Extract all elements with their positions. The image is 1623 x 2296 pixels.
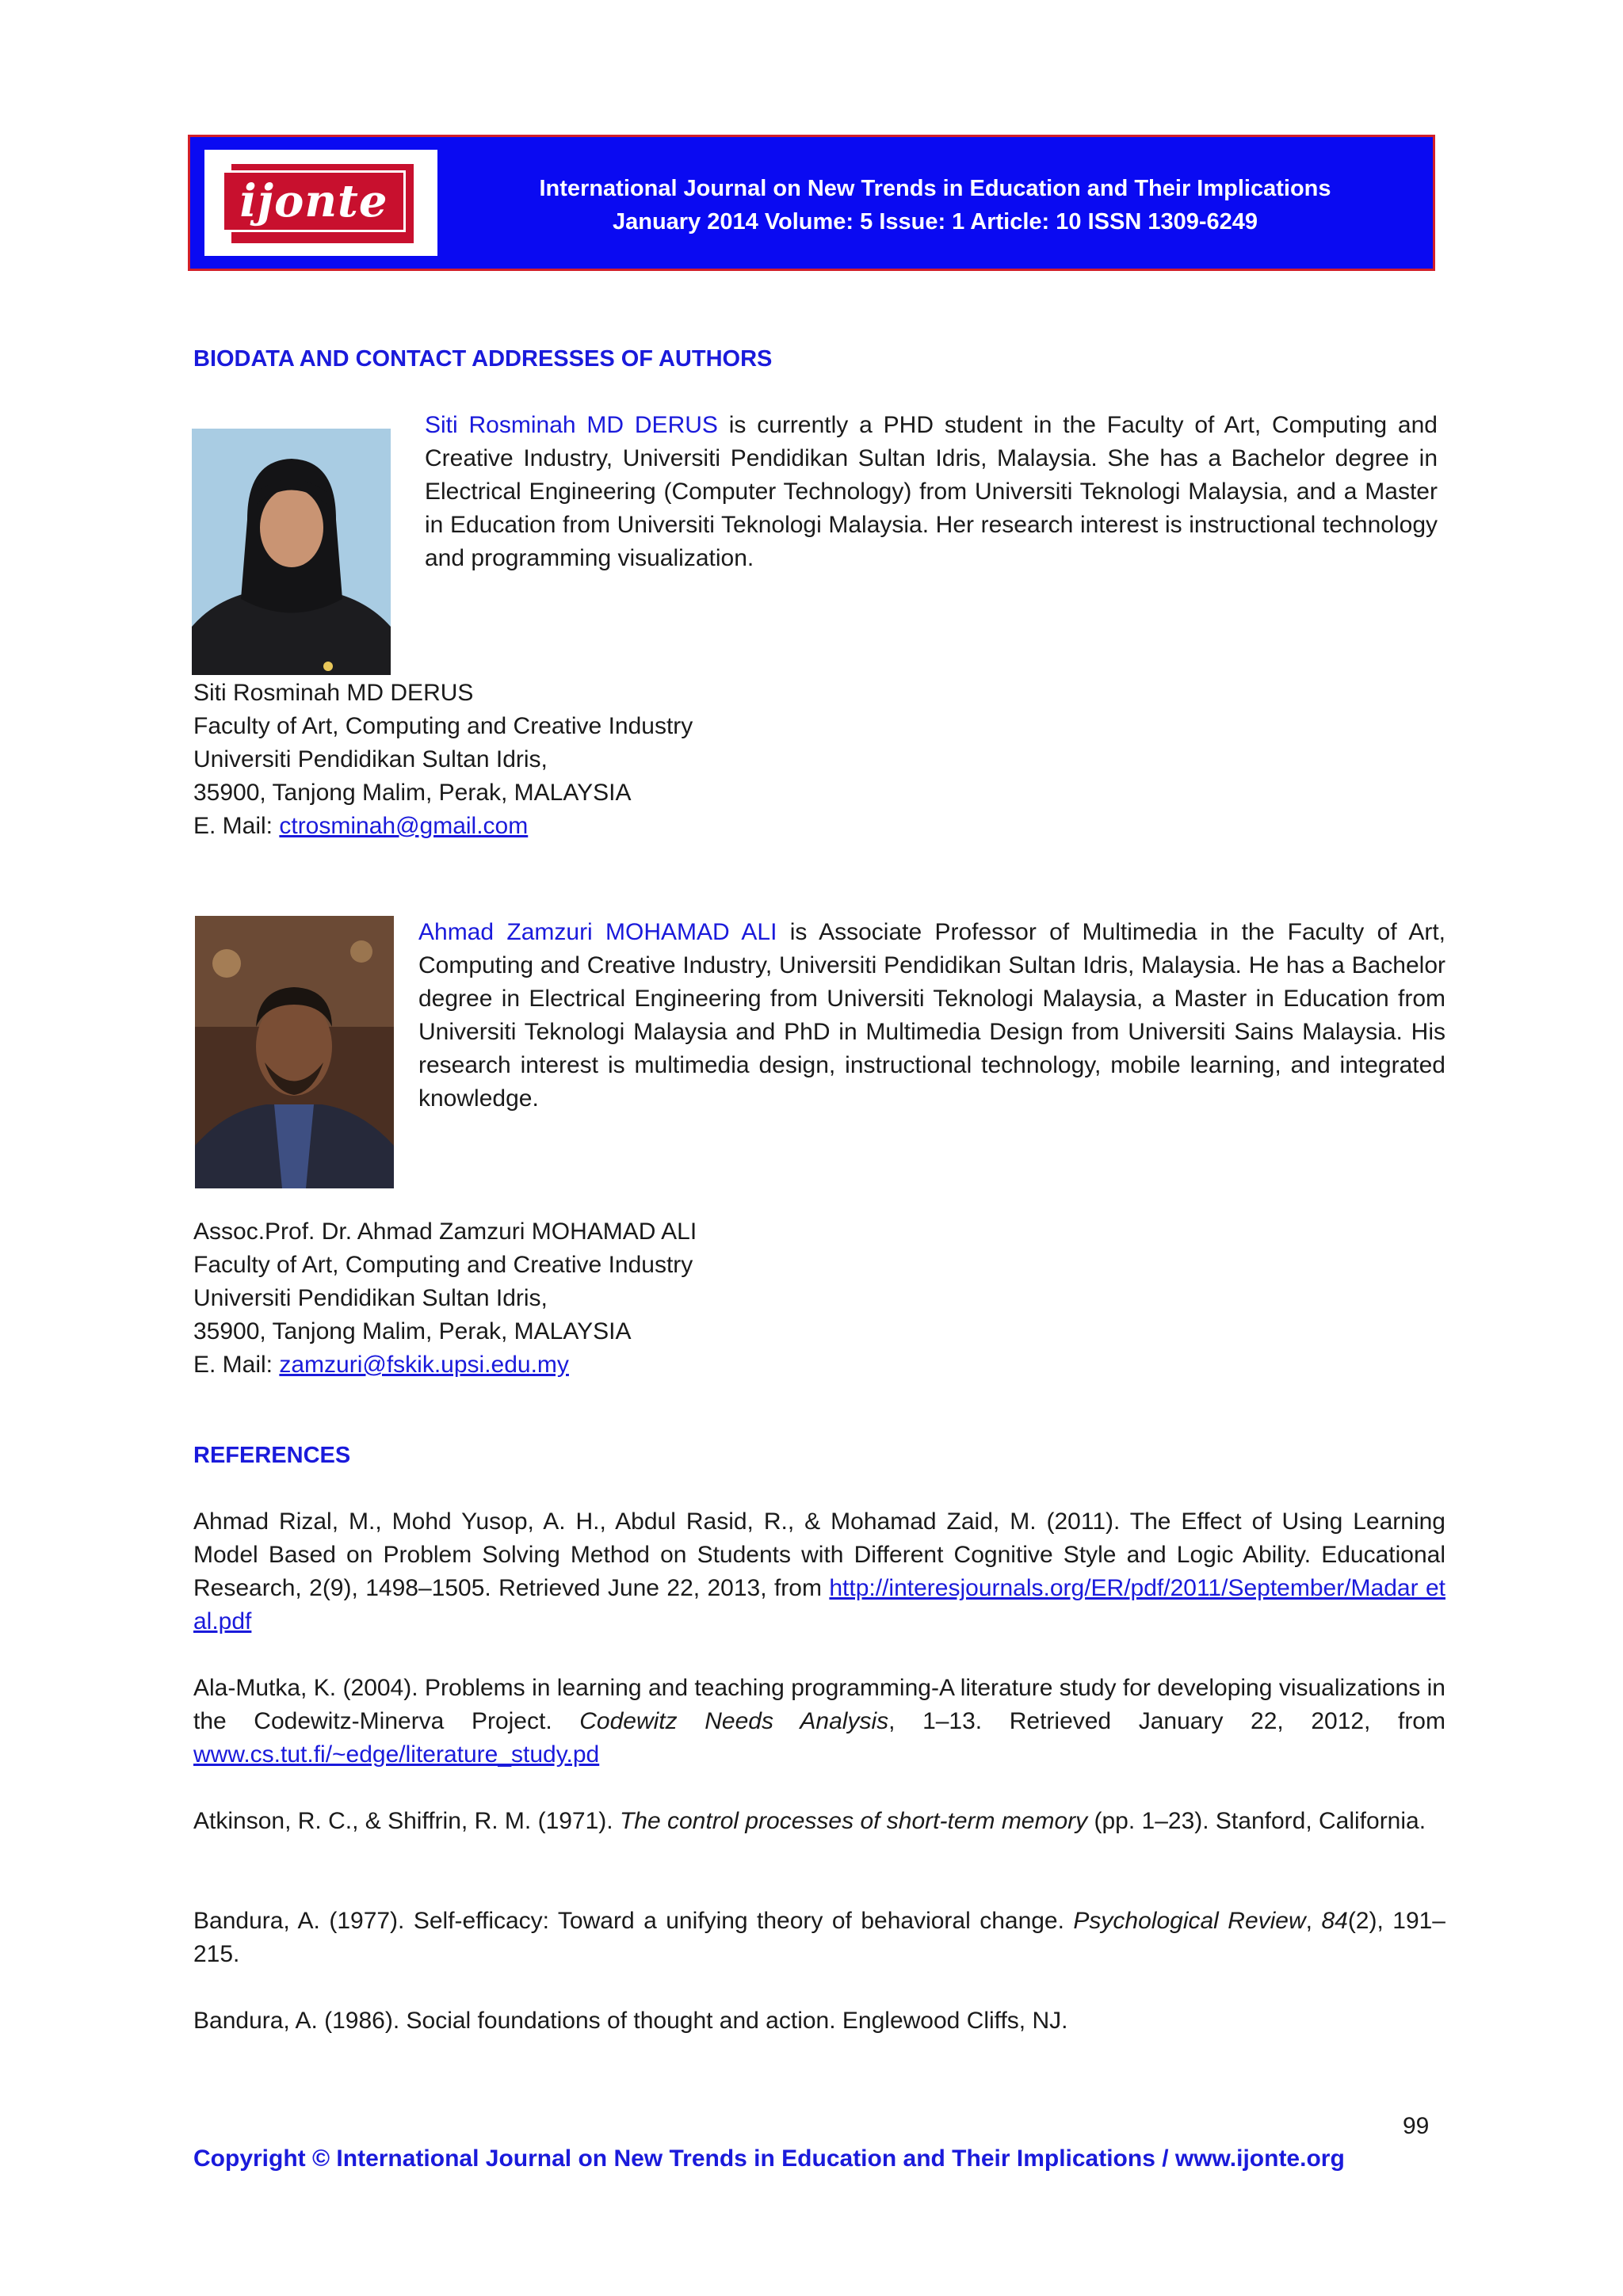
author-2-email-link[interactable]: zamzuri@fskik.upsi.edu.my <box>279 1352 569 1378</box>
author-1-email-label: E. Mail: <box>193 813 280 839</box>
author-1-bio-text: is currently a PHD student in the Faculty of Art, Computing and Creative Industry, Universiti Pendidikan Sultan Idris, Malaysia. She has a Bachelor degree in Electrical Engineering (Computer Technology) from Universiti Teknologi Malaysia, and a Master in Education from Universiti Teknologi Malaysia. Her research interest is instructional technology and programming visualization. <box>425 412 1438 571</box>
page-number: 99 <box>1403 2113 1430 2139</box>
copyright-footer: Copyright © International Journal on New Trends in Education and Their Implications / www.ijonte.org <box>193 2145 1345 2172</box>
journal-title-line1: International Journal on New Trends in Education and Their Implications <box>539 176 1331 201</box>
reference-4-text-after: (2), 191–215. <box>193 1908 1445 1967</box>
author-1-bio <box>425 409 1438 575</box>
author-1-address: 35900, Tanjong Malim, Perak, MALAYSIA <box>193 780 632 806</box>
reference-4-text: Bandura, A. (1977). Self-efficacy: Toward a unifying theory of behavioral change. <box>193 1908 1074 1934</box>
author-1-contact <box>193 677 693 843</box>
reference-3-title: The control processes of short-term memory <box>619 1808 1088 1834</box>
author-2-email-label: E. Mail: <box>193 1352 280 1378</box>
reference-item <box>193 1505 1445 1638</box>
reference-3-text: Atkinson, R. C., & Shiffrin, R. M. (1971). <box>193 1808 620 1834</box>
author-1-faculty: Faculty of Art, Computing and Creative Industry <box>193 713 693 739</box>
references-heading: REFERENCES <box>193 1443 351 1468</box>
author-2-university: Universiti Pendidikan Sultan Idris, <box>193 1285 548 1311</box>
reference-2-text-after: , 1–13. Retrieved January 22, 2012, from <box>888 1708 1445 1734</box>
reference-4-journal: Psychological Review <box>1073 1908 1306 1934</box>
reference-2-source: Codewitz Needs Analysis <box>579 1708 889 1734</box>
reference-2-link[interactable]: www.cs.tut.fi/~edge/literature_study.pd <box>193 1741 600 1768</box>
reference-item <box>193 1672 1445 1772</box>
author-2-bio-text: is Associate Professor of Multimedia in the Faculty of Art, Computing and Creative Industry, Universiti Pendidikan Sultan Idris, Malaysia. He has a Bachelor degree in Electrical Engineering from Universiti Teknologi Malaysia, a Master in Education from Universiti Teknologi Malaysia and PhD in Multimedia Design from Universiti Sains Malaysia. His research interest is multimedia design, instructional technology, mobile learning, and integrated knowledge. <box>418 919 1446 1112</box>
logo-text: ijonte <box>239 175 388 227</box>
reference-4-volume: 84 <box>1321 1908 1348 1934</box>
journal-header-banner <box>188 135 1435 271</box>
journal-logo <box>204 150 437 256</box>
author-1-photo <box>192 429 391 675</box>
author-2-contact <box>193 1215 697 1382</box>
author-1-email-link[interactable]: ctrosminah@gmail.com <box>279 813 529 839</box>
author-1-email-line <box>193 810 693 843</box>
author-2-faculty: Faculty of Art, Computing and Creative Industry <box>193 1252 693 1278</box>
logo-front-shape <box>222 170 406 232</box>
reference-item <box>193 1905 1445 1971</box>
author-2-bio-name: Ahmad Zamzuri MOHAMAD ALI <box>418 919 777 945</box>
reference-5-text: Bandura, A. (1986). Social foundations of thought and action. Englewood Cliffs, NJ. <box>193 2008 1068 2034</box>
author-2-portrait-image <box>195 916 394 1188</box>
reference-2-text: Ala-Mutka, K. (2004). Problems in learning and teaching programming-A literature study for developing visualizations in the Codewitz-Minerva Project. <box>193 1675 1445 1734</box>
author-1-bio-name: Siti Rosminah MD DERUS <box>425 412 718 438</box>
journal-title <box>491 172 1379 238</box>
author-2-photo <box>195 916 394 1188</box>
author-1-university: Universiti Pendidikan Sultan Idris, <box>193 746 548 772</box>
reference-1-text: Ahmad Rizal, M., Mohd Yusop, A. H., Abdul Rasid, R., & Mohamad Zaid, M. (2011). The Effect of Using Learning Model Based on Problem Solving Method on Students with Different Cognitive Style and Logic Ability. Educational Research, 2(9), 1498–1505. Retrieved June 22, 2013, from <box>193 1508 1445 1601</box>
author-2-bio <box>418 916 1445 1116</box>
author-2-email-line <box>193 1348 697 1382</box>
reference-4-separator: , <box>1305 1908 1322 1934</box>
author-1-contact-name: Siti Rosminah MD DERUS <box>193 680 474 706</box>
reference-item <box>193 2004 1445 2038</box>
reference-1-link[interactable]: http://interesjournals.org/ER/pdf/2011/September/Madar et al.pdf <box>193 1575 1445 1634</box>
reference-3-text-after: (pp. 1–23). Stanford, California. <box>1087 1808 1426 1834</box>
author-1-portrait-image <box>192 429 391 675</box>
reference-item <box>193 1805 1445 1838</box>
biodata-heading: BIODATA AND CONTACT ADDRESSES OF AUTHORS <box>193 346 773 372</box>
author-2-contact-name: Assoc.Prof. Dr. Ahmad Zamzuri MOHAMAD ALI <box>193 1219 697 1245</box>
journal-issue-line: January 2014 Volume: 5 Issue: 1 Article: 10 ISSN 1309-6249 <box>612 209 1258 235</box>
author-2-address: 35900, Tanjong Malim, Perak, MALAYSIA <box>193 1318 632 1344</box>
